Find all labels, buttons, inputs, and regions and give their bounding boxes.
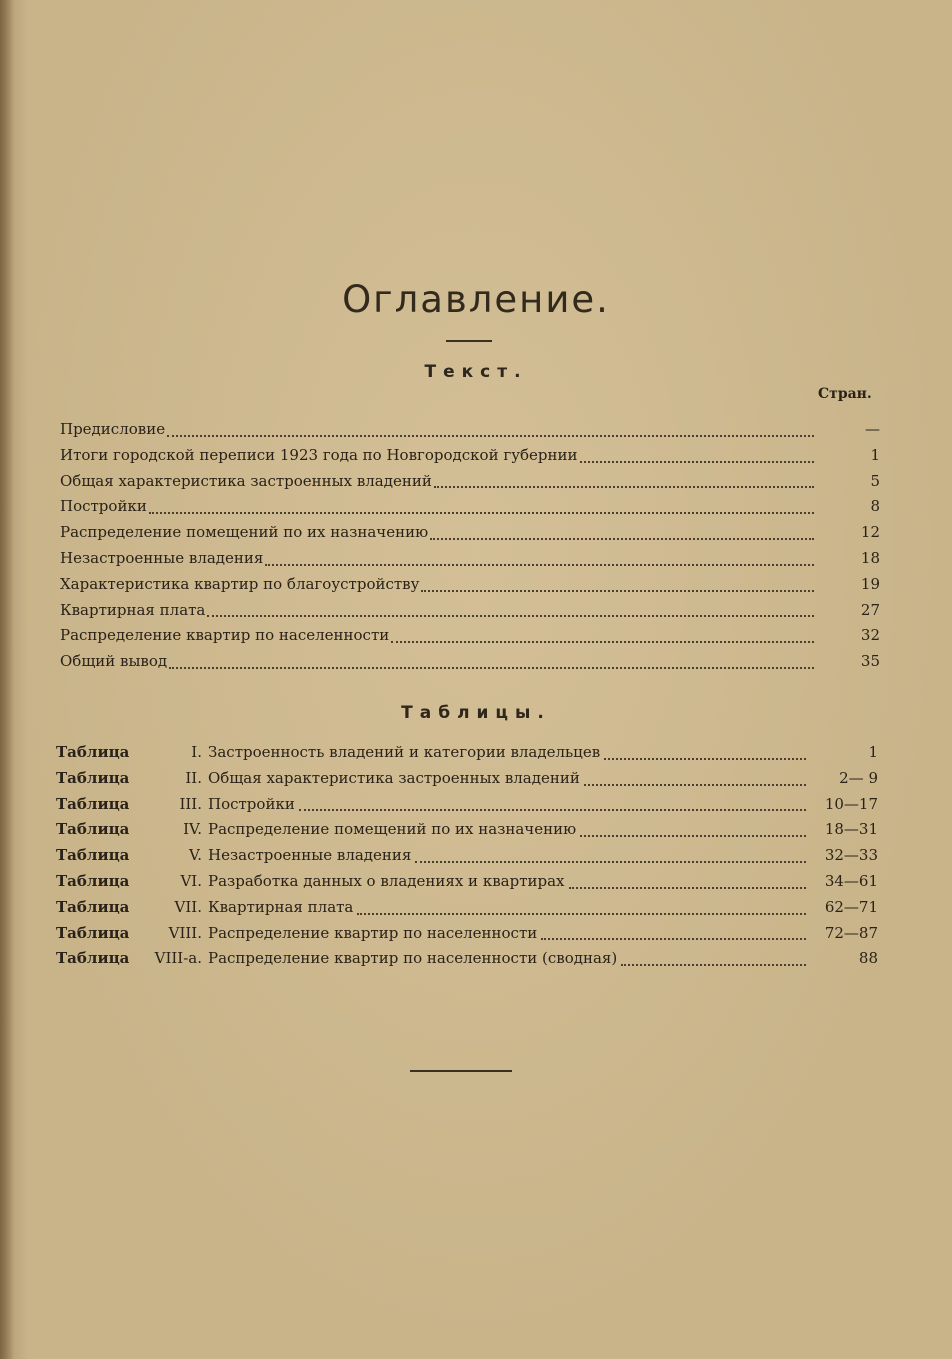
table-entry-number: VIII-а. — [154, 949, 202, 968]
leader-dots — [299, 809, 806, 811]
table-entry-label: Постройки — [208, 794, 295, 813]
table-entry-number: VIII. — [168, 923, 202, 942]
toc-entry-label: Итоги городской переписи 1923 года по Новгородской губернии — [60, 445, 578, 464]
leader-dots — [541, 938, 806, 940]
toc-entry[interactable] — [60, 623, 880, 649]
leader-dots — [357, 913, 806, 915]
toc-entry-label: Общая характеристика застроенных владений — [60, 471, 432, 490]
leader-dots — [430, 538, 814, 540]
toc-entry-page: 35 — [860, 652, 880, 671]
table-entry-label: Распределение квартир по населенности (сводная) — [208, 949, 618, 968]
table-entry[interactable] — [56, 921, 878, 947]
toc-entry-label: Незастроенные владения — [60, 548, 264, 567]
page-edge — [0, 0, 14, 1359]
table-entry-page: 88 — [858, 949, 878, 968]
table-entry[interactable] — [56, 946, 878, 972]
table-entry-number: V. — [189, 846, 202, 865]
leader-dots — [434, 486, 814, 488]
table-entry-page: 34—61 — [824, 871, 878, 890]
toc-entry-label: Распределение помещений по их назначению — [60, 523, 429, 542]
leader-dots — [580, 461, 814, 463]
leader-dots — [167, 435, 814, 437]
leader-dots — [421, 590, 814, 592]
leader-dots — [621, 964, 806, 966]
leader-dots — [580, 835, 806, 837]
toc-entry[interactable] — [60, 443, 880, 469]
table-entry-word: Таблица — [56, 794, 130, 813]
leader-dots — [169, 667, 814, 669]
toc-entry[interactable] — [60, 417, 880, 443]
table-entry-label: Квартирная плата — [208, 897, 354, 916]
table-entry-page: 10—17 — [824, 794, 878, 813]
toc-entry[interactable] — [60, 598, 880, 624]
tables-section-heading: Таблицы. — [401, 703, 551, 723]
table-entry-word: Таблица — [56, 949, 130, 968]
toc-entry[interactable] — [60, 546, 880, 572]
toc-entry[interactable] — [60, 520, 880, 546]
toc-entry-label: Постройки — [60, 497, 147, 516]
table-entry-number: VI. — [180, 871, 202, 890]
table-entry-page: 18—31 — [824, 820, 878, 839]
table-entry-label: Общая характеристика застроенных владений — [208, 768, 580, 787]
table-entry-word: Таблица — [56, 846, 130, 865]
table-entry[interactable] — [56, 792, 878, 818]
leader-dots — [569, 887, 807, 889]
table-entry-page: 62—71 — [824, 897, 878, 916]
toc-entry-label: Общий вывод — [60, 652, 168, 671]
toc-entry-page: 1 — [870, 445, 880, 464]
table-entry-word: Таблица — [56, 820, 130, 839]
table-entry-label: Распределение квартир по населенности — [208, 923, 538, 942]
title-divider — [446, 340, 492, 342]
table-entry-page: 1 — [868, 743, 878, 761]
table-entry[interactable] — [56, 843, 878, 869]
table-entry-number: II. — [185, 768, 202, 787]
toc-entry-page: 18 — [860, 548, 880, 567]
page-title: Оглавление. — [342, 278, 610, 321]
toc-entry-page: 5 — [870, 471, 880, 490]
table-entry-word: Таблица — [56, 923, 130, 942]
table-entry[interactable] — [56, 740, 878, 766]
leader-dots — [207, 615, 814, 617]
table-entry-word: Таблица — [56, 897, 130, 916]
toc-entry-page: 12 — [860, 523, 880, 542]
leader-dots — [584, 784, 806, 786]
table-entry-page: 72—87 — [824, 923, 878, 942]
table-entry-label: Распределение помещений по их назначению — [208, 820, 577, 839]
toc-entry-label: Предисловие — [60, 420, 166, 438]
text-toc-list — [60, 417, 880, 675]
leader-dots — [265, 564, 814, 566]
tables-toc-list — [56, 740, 878, 972]
toc-entry[interactable] — [60, 494, 880, 520]
pages-column-label: Стран. — [818, 386, 872, 402]
toc-entry-label: Распределение квартир по населенности — [60, 626, 390, 645]
table-entry[interactable] — [56, 817, 878, 843]
toc-entry-label: Квартирная плата — [60, 600, 206, 619]
leader-dots — [415, 861, 806, 863]
table-entry-label: Застроенность владений и категории владельцев — [208, 743, 601, 761]
end-divider — [410, 1070, 512, 1072]
leader-dots — [604, 758, 806, 760]
table-entry-word: Таблица — [56, 743, 130, 761]
table-entry-page: 2— 9 — [839, 768, 878, 787]
table-entry-label: Незастроенные владения — [208, 846, 412, 865]
table-entry[interactable] — [56, 869, 878, 895]
table-entry-number: I. — [191, 743, 202, 761]
table-entry-number: VII. — [174, 897, 202, 916]
toc-entry[interactable] — [60, 469, 880, 495]
toc-entry-page: 19 — [860, 574, 880, 593]
table-entry-page: 32—33 — [824, 846, 878, 865]
leader-dots — [391, 641, 814, 643]
table-entry-word: Таблица — [56, 768, 130, 787]
toc-entry-label: Характеристика квартир по благоустройству — [60, 574, 420, 593]
toc-entry-page: 27 — [860, 600, 880, 619]
toc-entry-page: 32 — [860, 626, 880, 645]
leader-dots — [149, 512, 814, 514]
toc-entry-page: — — [865, 420, 880, 438]
table-entry-word: Таблица — [56, 871, 130, 890]
table-entry[interactable] — [56, 895, 878, 921]
text-section-heading: Текст. — [424, 362, 528, 382]
toc-entry[interactable] — [60, 572, 880, 598]
table-entry-number: III. — [179, 794, 202, 813]
table-entry-number: IV. — [183, 820, 202, 839]
toc-entry[interactable] — [60, 649, 880, 675]
table-entry-label: Разработка данных о владениях и квартирах — [208, 871, 565, 890]
table-entry[interactable] — [56, 766, 878, 792]
toc-entry-page: 8 — [870, 497, 880, 516]
